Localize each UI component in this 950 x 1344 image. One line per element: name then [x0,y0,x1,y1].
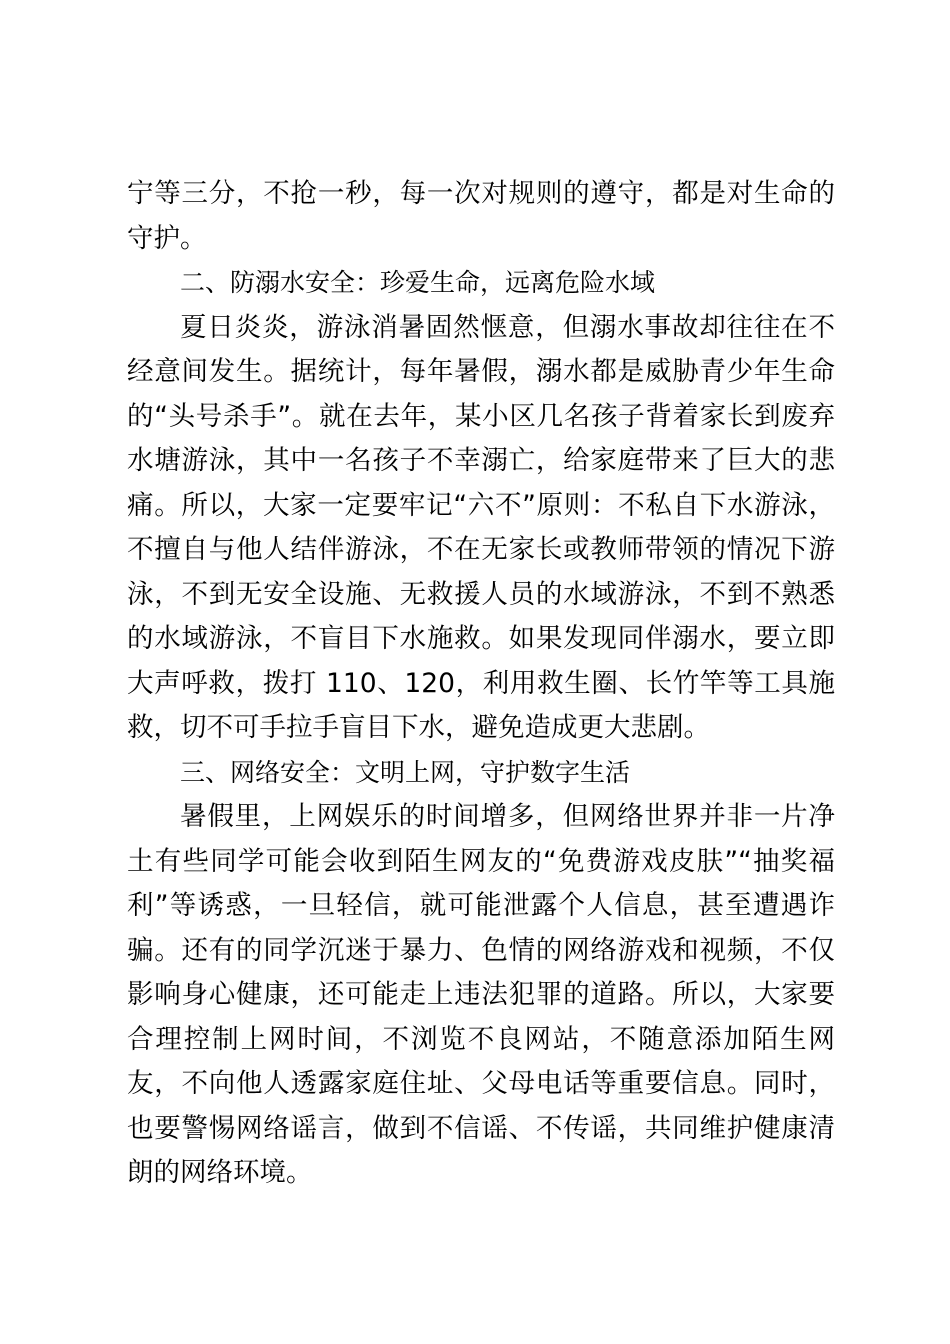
section-heading-internet: 三、网络安全：文明上网，守护数字生活 [180,757,631,787]
paragraph-continuation: 宁等三分，不抢一秒，每一次对规则的遵守，都是对生命的守护。 [127,178,835,254]
paragraph-drowning-safety: 夏日炎炎，游泳消暑固然惬意，但溺水事故却往往在不经意间发生。据统计，每年暑假，溺水都是威胁青少年生命的“头号杀手”。就在去年，某小区几名孩子背着家长到废弃水塘游泳，其中一名孩子不幸溺亡，给家庭带来了巨大的悲痛。所以，大家一定要牢记“六不”原则：不私自下水游泳，不擅自与他人结伴游泳，不在无家长或教师带领的情况下游泳，不到无安全设施、无救援人员的水域游泳，不到不熟悉的水域游泳，不盲目下水施救。如果发现同伴溺水，要立即大声呼救，拨打 110、120，利用救生圈、长竹竿等工具施救，切不可手拉手盲目下水，避免造成更大悲剧。 [127,311,835,743]
paragraph-internet-safety: 暑假里，上网娱乐的时间增多，但网络世界并非一片净土有些同学可能会收到陌生网友的“免费游戏皮肤”“抽奖福利”等诱惑，一旦轻信，就可能泄露个人信息，甚至遭遇诈骗。还有的同学沉迷于暴力、色情的网络游戏和视频，不仅影响身心健康，还可能走上违法犯罪的道路。所以，大家要合理控制上网时间，不浏览不良网站，不随意添加陌生网友，不向他人透露家庭住址、父母电话等重要信息。同时，也要警惕网络谣言，做到不信谣、不传谣，共同维护健康清朗的网络环境。 [127,801,835,1188]
section-heading-drowning: 二、防溺水安全：珍爱生命，远离危险水域 [180,268,656,297]
document-body [127,172,835,1196]
